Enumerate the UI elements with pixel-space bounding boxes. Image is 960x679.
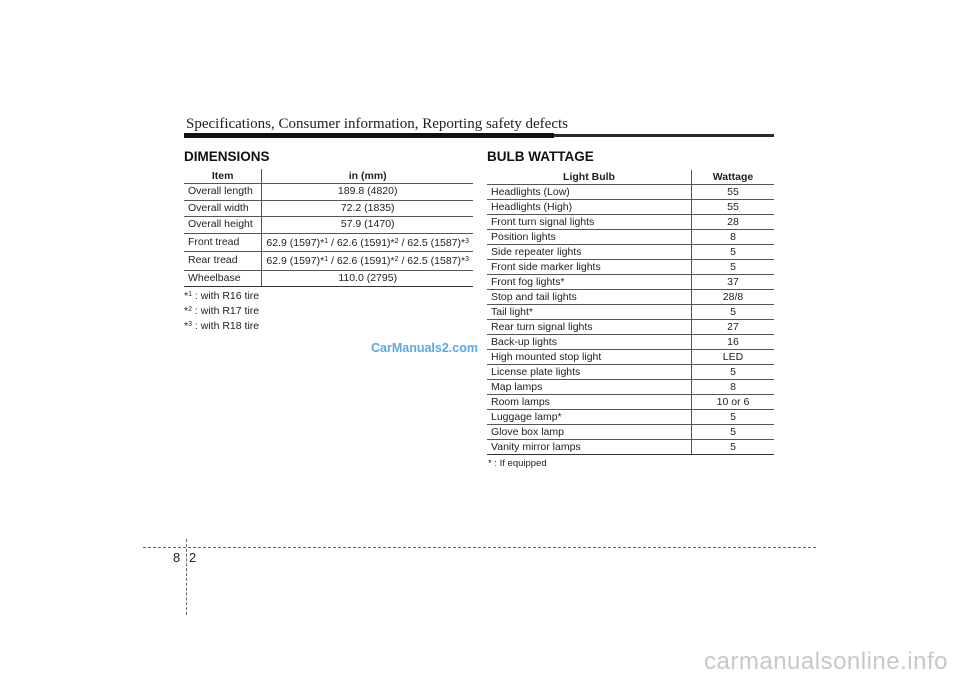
bulb-name: Headlights (Low) [487,185,692,200]
dimension-value: 189.8 (4820) [262,184,473,201]
bulb-wattage: 5 [692,365,775,380]
bulb-wattage: 10 or 6 [692,395,775,410]
bulb-wattage: 8 [692,230,775,245]
bulb-name: Stop and tail lights [487,290,692,305]
bulb-footnote: * : If equipped [488,458,547,469]
footnote-mark: 1 [188,291,192,298]
dimension-value: 57.9 (1470) [262,217,473,234]
footnote-mark: 3 [465,256,469,263]
page-chapter-number: 8 [173,550,181,565]
table-row [487,215,774,230]
table-row [184,270,473,287]
bulb-col-wattage: Wattage [692,170,775,185]
table-row [487,230,774,245]
bulb-wattage: 5 [692,440,775,455]
bulb-wattage: LED [692,350,775,365]
bulb-wattage: 28/8 [692,290,775,305]
bulb-name: High mounted stop light [487,350,692,365]
dimension-item: Wheelbase [184,270,262,287]
footnote-mark: 3 [465,237,469,245]
bulb-wattage: 5 [692,425,775,440]
footnote-star: * [184,305,189,317]
footnote [184,303,259,318]
table-row [487,395,774,410]
bulb-name: Rear turn signal lights [487,320,692,335]
bulb-wattage-table [487,170,774,455]
bulb-col-name: Light Bulb [487,170,692,185]
bulb-header-row [487,170,774,185]
dimensions-title: DIMENSIONS [184,149,270,164]
bulb-name: Front fog lights* [487,275,692,290]
bulb-name: Map lamps [487,380,692,395]
table-row [487,440,774,455]
footnote-star: * [184,320,189,332]
bulb-wattage: 8 [692,380,775,395]
footnote-mark: 2 [394,256,399,263]
value-part: / 62.5 (1587)* [398,255,466,267]
dimension-value [262,252,473,271]
table-row [487,305,774,320]
bulb-name: Side repeater lights [487,245,692,260]
bulb-wattage: 55 [692,185,775,200]
bulb-wattage: 37 [692,275,775,290]
bulb-name: Luggage lamp* [487,410,692,425]
dimension-value: 72.2 (1835) [262,200,473,217]
table-row [487,320,774,335]
table-row [487,410,774,425]
dimension-value: 110.0 (2795) [262,270,473,287]
bulb-name: Room lamps [487,395,692,410]
page-header-title: Specifications, Consumer information, Reporting safety defects [186,116,568,132]
bulb-name: License plate lights [487,365,692,380]
table-row [487,260,774,275]
table-row [487,185,774,200]
bulb-wattage: 16 [692,335,775,350]
site-watermark: carmanualsonline.info [704,648,948,675]
table-row [487,365,774,380]
footnote-text: : with R17 tire [192,305,260,317]
bulb-name: Glove box lamp [487,425,692,440]
dimensions-col-value: in (mm) [262,169,473,184]
footnote-star: * [184,290,189,302]
bulb-name: Vanity mirror lamps [487,440,692,455]
value-part: 62.9 (1597)* [266,236,325,249]
dimension-item: Rear tread [184,252,262,271]
bulb-name: Front turn signal lights [487,215,692,230]
table-row [487,200,774,215]
footnote-text: : with R16 tire [192,290,260,302]
footnote-mark: 2 [394,237,399,245]
dimensions-header-row [184,169,473,184]
carmanuals-watermark: CarManuals2.com [371,341,478,355]
value-part: / 62.6 (1591)* [328,236,395,249]
dimension-value [262,233,473,252]
value-part: / 62.6 (1591)* [328,255,395,267]
table-row [487,245,774,260]
dimensions-footnotes [184,288,259,333]
bulb-name: Position lights [487,230,692,245]
dimension-item: Overall height [184,217,262,234]
dimensions-table [184,169,473,287]
bulb-name: Back-up lights [487,335,692,350]
bulb-name: Tail light* [487,305,692,320]
table-row [487,380,774,395]
bulb-wattage: 28 [692,215,775,230]
table-row [487,290,774,305]
bulb-wattage-title: BULB WATTAGE [487,149,594,164]
table-row [184,233,473,252]
footnote-text: : with R18 tire [192,320,260,332]
header-rule-accent [184,133,554,138]
bulb-wattage: 55 [692,200,775,215]
dimension-item: Overall length [184,184,262,201]
page-number: 2 [189,550,197,565]
bulb-name: Front side marker lights [487,260,692,275]
footer-divider [186,539,187,615]
footnote [184,318,259,333]
bulb-wattage: 5 [692,410,775,425]
value-part: / 62.5 (1587)* [398,236,466,249]
table-row [487,425,774,440]
bulb-wattage: 5 [692,245,775,260]
bulb-wattage: 5 [692,305,775,320]
table-row [487,350,774,365]
table-row [487,275,774,290]
dimension-item: Front tread [184,233,262,252]
value-part: 62.9 (1597)* [266,255,325,267]
footnote-mark: 1 [324,256,329,263]
table-row [184,184,473,201]
footnote-mark: 2 [188,306,192,313]
table-row [184,200,473,217]
dimensions-col-item: Item [184,169,262,184]
table-row [487,335,774,350]
bulb-wattage: 27 [692,320,775,335]
bulb-name: Headlights (High) [487,200,692,215]
bulb-wattage: 5 [692,260,775,275]
footer-rule [143,547,816,548]
footnote-mark: 1 [324,237,329,245]
footnote-mark: 3 [188,321,192,328]
footnote [184,288,259,303]
table-row [184,252,473,271]
table-row [184,217,473,234]
dimension-item: Overall width [184,200,262,217]
